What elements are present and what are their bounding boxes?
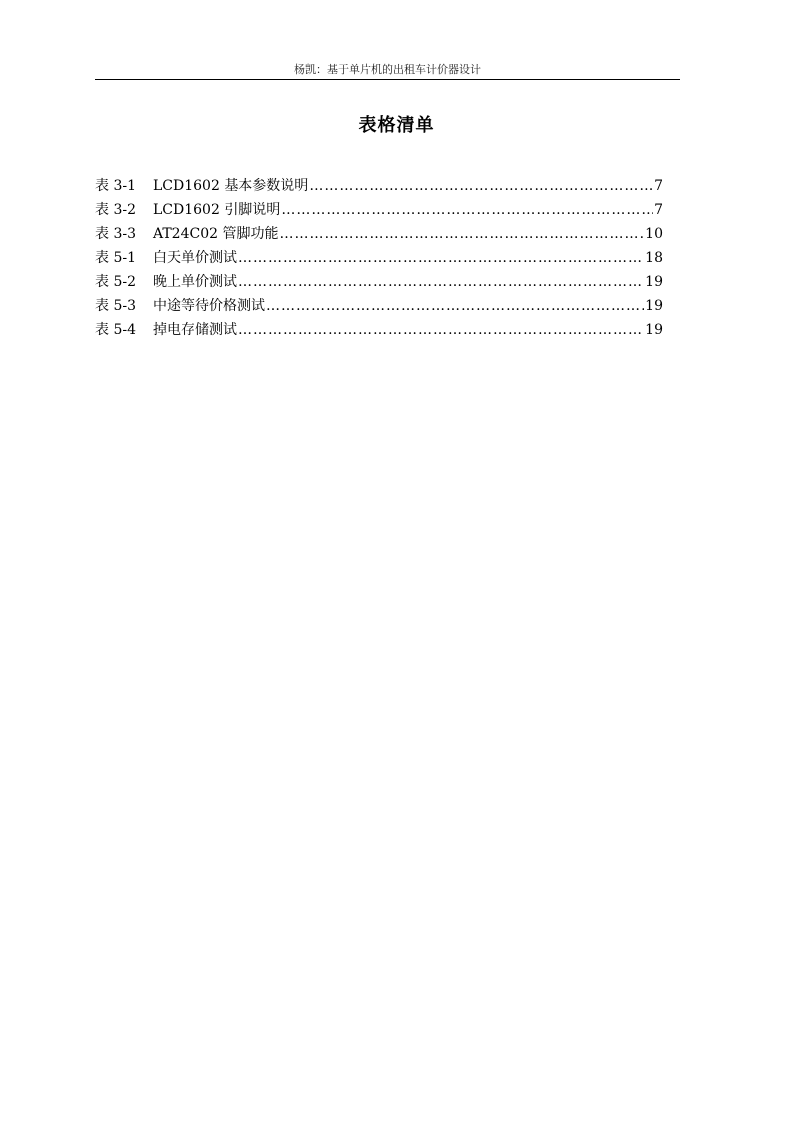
dot-leader [266, 294, 644, 318]
entry-page: 19 [645, 274, 663, 290]
dot-leader [281, 198, 653, 222]
dot-leader [238, 270, 644, 294]
entry-title: 晚上单价测试 [153, 274, 237, 290]
entry-page: 7 [654, 178, 663, 194]
entry-number: 表 5-4 [95, 322, 136, 338]
dot-leader [238, 318, 644, 342]
table-list [95, 174, 663, 342]
entry-page: 19 [645, 322, 663, 338]
page-title: 表格清单 [358, 115, 435, 136]
dot-leader [279, 222, 644, 246]
dot-leader [238, 246, 644, 270]
entry-number: 表 3-3 [95, 226, 136, 242]
entry-title: 白天单价测试 [153, 250, 237, 266]
entry-number: 表 3-2 [95, 202, 136, 218]
entry-number: 表 5-1 [95, 250, 136, 266]
entry-page: 19 [645, 298, 663, 314]
toc-entry[interactable] [95, 294, 663, 318]
entry-title: 中途等待价格测试 [153, 298, 265, 314]
entry-title: AT24C02 管脚功能 [153, 226, 279, 242]
entry-title: LCD1602 基本参数说明 [153, 178, 309, 194]
entry-title: LCD1602 引脚说明 [153, 202, 281, 218]
running-header: 杨凯：基于单片机的出租车计价器设计 [95, 62, 680, 80]
entry-number: 表 5-2 [95, 274, 136, 290]
toc-entry[interactable] [95, 270, 663, 294]
entry-title: 掉电存储测试 [153, 322, 237, 338]
entry-page: 7 [654, 202, 663, 218]
toc-entry[interactable] [95, 246, 663, 270]
toc-entry[interactable] [95, 318, 663, 342]
entry-number: 表 3-1 [95, 178, 136, 194]
entry-page: 18 [645, 250, 663, 266]
entry-number: 表 5-3 [95, 298, 136, 314]
toc-entry[interactable] [95, 222, 663, 246]
toc-entry[interactable] [95, 198, 663, 222]
entry-page: 10 [645, 226, 663, 242]
dot-leader [309, 174, 653, 198]
toc-entry[interactable] [95, 174, 663, 198]
